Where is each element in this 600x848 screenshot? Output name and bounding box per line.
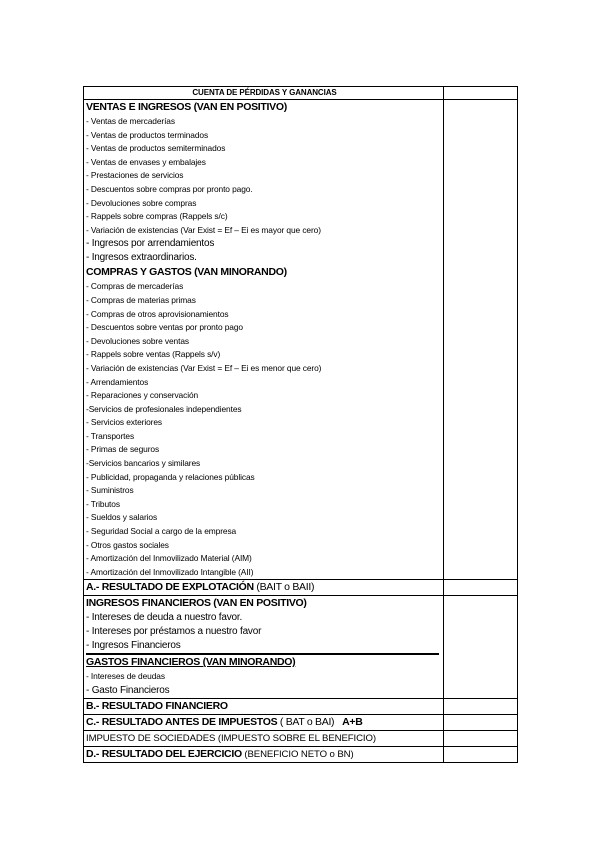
list-item: - Ventas de productos terminados [86,129,209,140]
list-item: - Devoluciones sobre compras [86,197,197,208]
title-row [84,87,518,100]
result-a-note: (BAIT o BAII) [253,581,315,594]
list-item: - Arrendamientos [86,376,149,387]
list-item: - Gasto Financieros [86,685,170,696]
pyg-table [83,86,518,763]
list-item: - Otros gastos sociales [86,539,169,550]
compras-heading: COMPRAS Y GASTOS (VAN MINORANDO) [86,266,287,279]
list-item: - Ventas de mercaderías [86,116,175,126]
list-item: - Variación de existencias (Var Exist = Ef – Ei es menor que cero) [86,362,322,373]
list-item: - Ventas de envases y embalajes [86,156,206,167]
list-item: - Servicios exteriores [86,417,162,428]
amount-cell [444,715,518,731]
result-b-label: B.- RESULTADO FINANCIERO [86,700,228,712]
list-item: - Intereses de deuda a nuestro favor. [86,612,243,624]
result-d-note: (BENEFICIO NETO o BN) [241,749,354,760]
list-item: - Seguridad Social a cargo de la empresa [86,526,237,537]
list-item: - Suministros [86,485,134,496]
financial-section [84,596,518,699]
result-a-cell [84,580,444,596]
list-item: - Intereses por préstamos a nuestro favor [86,626,262,638]
result-b-cell [84,699,444,715]
result-d-label: D.- RESULTADO DEL EJERCICIO [86,748,242,760]
list-item: - Variación de existencias (Var Exist = Ef – Ei es mayor que cero) [86,224,321,235]
result-c-note: ( BAT o BAI) [277,716,335,728]
result-d-row [84,747,518,763]
list-item: - Sueldos y salarios [86,512,158,523]
financial-section-cell [84,596,444,699]
list-item: - Publicidad, propaganda y relaciones públicas [86,471,255,482]
list-item: - Prestaciones de servicios [86,170,184,181]
result-d-cell [84,747,444,763]
list-item: - Amortización del Inmovilizado Material (AIM) [86,553,252,564]
amount-cell [444,580,518,596]
operating-section [84,100,518,580]
list-item: -Servicios bancarios y similares [86,458,201,469]
list-item: - Tributos [86,498,120,509]
list-item: - Rappels sobre compras (Rappels s/c) [86,211,228,222]
tax-label: IMPUESTO DE SOCIEDADES (IMPUESTO SOBRE EL BENEFICIO) [84,731,444,747]
amount-cell [444,699,518,715]
result-b-row [84,699,518,715]
list-item: - Ingresos Financieros [86,639,439,655]
list-item: - Rappels sobre ventas (Rappels s/v) [86,349,221,360]
result-c-row [84,715,518,731]
amount-cell [444,596,518,699]
amount-cell [444,731,518,747]
operating-section-cell [84,100,444,580]
result-a-row [84,580,518,596]
amount-cell [444,747,518,763]
list-item: - Primas de seguros [86,444,160,455]
list-item: - Ingresos por arrendamientos [86,238,215,250]
result-c-cell [84,715,444,731]
list-item: - Descuentos sobre ventas por pronto pago [86,322,243,333]
list-item: - Transportes [86,430,135,441]
list-item: - Ventas de productos semiterminados [86,143,226,154]
result-c-label: C.- RESULTADO ANTES DE IMPUESTOS [86,716,278,728]
list-item: - Compras de otros aprovisionamientos [86,308,229,319]
result-a-label: A.- RESULTADO DE EXPLOTACIÓN [86,581,254,594]
amount-cell [444,87,518,100]
result-c-formula: A+B [342,716,363,728]
list-item: - Reparaciones y conservación [86,390,199,401]
tax-row [84,731,518,747]
list-item: - Ingresos extraordinarios. [86,252,197,264]
table-title: CUENTA DE PÉRDIDAS Y GANANCIAS [84,87,444,100]
ingresos-fin-heading: INGRESOS FINANCIEROS (VAN EN POSITIVO) [86,597,307,610]
list-item: - Amortización del Inmovilizado Intangible (AII) [86,566,254,577]
ventas-heading: VENTAS E INGRESOS (VAN EN POSITIVO) [86,101,287,113]
list-item: - Devoluciones sobre ventas [86,335,189,346]
list-item: - Intereses de deudas [86,671,165,682]
gastos-fin-heading: GASTOS FINANCIEROS (VAN MINORANDO) [86,656,296,669]
list-item: - Compras de mercaderías [86,281,184,292]
list-item: - Compras de materias primas [86,294,196,305]
amount-cell [444,100,518,580]
list-item: - Descuentos sobre compras por pronto pago. [86,183,253,194]
list-item: -Servicios de profesionales independientes [86,403,242,414]
